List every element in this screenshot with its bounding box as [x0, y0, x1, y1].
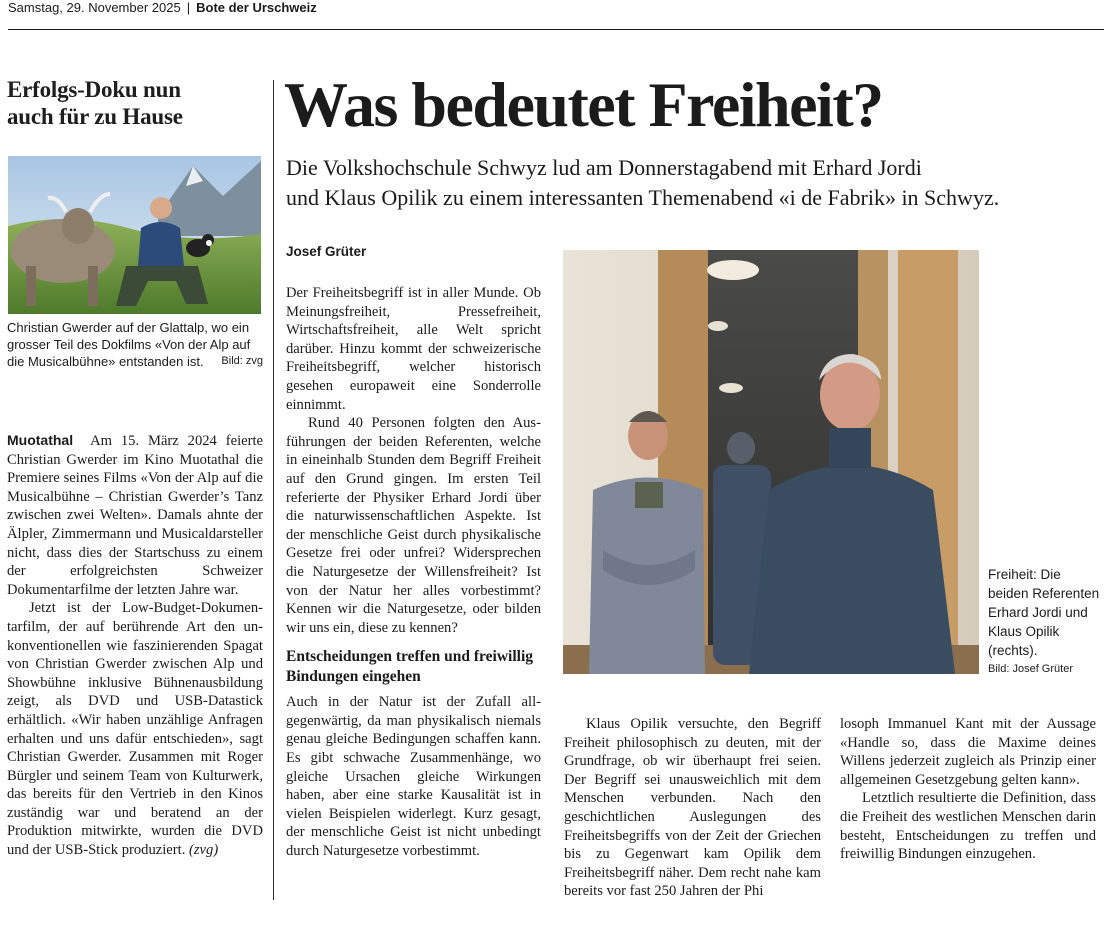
main-photo-credit: Bild: Josef Grüter	[988, 663, 1073, 675]
deck-line-1: Die Volkshochschule Schwyz lud am Donnerstagabend mit Erhard Jordi	[286, 155, 922, 180]
side-signoff: (zvg)	[189, 842, 219, 859]
article-paragraph: Rund 40 Personen folgten den Ausführungen der beiden Referenten, welche in eineinhalb Stunden dem Begriff Freiheit auf den Grund gingen. Im ersten Teil referierte der Physiker Erhard Jordi über die naturwissenschaftlichen Aspekte. Ist der menschliche Geist durch physikalische Gesetze frei oder unfrei? Widersprechen die Naturgesetze der Willensfreiheit? Ist von der Natur her alles vorbestimmt? Kennen wir die Naturgesetze, oder bilden wir uns ein, diese zu kennen?	[286, 415, 541, 636]
main-article-photo	[563, 250, 979, 674]
article-subheading: Entscheidungen treffen und freiwillig Bindungen eingehen	[286, 648, 534, 686]
speakers-photo-illustration	[563, 250, 979, 674]
side-photo-caption	[7, 319, 263, 370]
article-paragraph: Auch in der Natur ist der Zufall allgegenwärtig, da man physikalisch niemals genau gleiche Bedingungen schaffen kann. Es gibt schwache Zusammenhänge, wo gleiche Ursachen gleiche Wirkungen haben, aber eine starke Kausalität ist in vielen Beispielen widerlegt. Kurz gesagt, der menschliche Geist ist nicht unbedingt durch Naturgesetze vorbestimmt.	[286, 694, 541, 860]
byline: Josef Grüter	[286, 244, 367, 259]
side-photo-credit: Bild: zvg	[221, 355, 263, 367]
side-paragraph-1	[7, 431, 263, 599]
column-divider	[273, 80, 274, 900]
main-caption-text: Freiheit: Die beiden Referenten Erhard Jordi und Klaus Opilik (rechts).	[988, 567, 1100, 658]
side-paragraph-1-text: Am 15. März 2024 feierte Christian Gwerder im Kino Muotathal die Premiere seines Films «Von der Alp auf die Musicalbühne – Christian Gwerder’s Tanz zwischen zwei Welten». Damals ahnte der Älpler, Zimmermann und Musicaldarsteller nicht, dass dies der Startschuss zu einem der erfolgreichsten Schweizer Dokumentarfilme der letzten Jahre war.	[7, 433, 263, 598]
article-paragraph: Der Freiheitsbegriff ist in aller Munde. Ob Meinungsfreiheit, Pressefreiheit, Wirtschaftsfreiheit, alle Welt spricht darüber. Hinzu kommt der schweizerische Freiheitsbegriff, welcher historisch gesehen europaweit eine Sonderrolle einnimmt.	[286, 285, 541, 413]
deck-line-2: und Klaus Opilik zu einem interessanten Themenabend «i de Fabrik» in Schwyz.	[286, 185, 1000, 210]
header-rule	[8, 29, 1104, 30]
article-column-2	[564, 715, 821, 901]
page-header	[8, 0, 317, 20]
article-paragraph: losoph Immanuel Kant mit der Aussage «Handle so, dass die Maxime deines Willens jederzeit zugleich als Prinzip einer allgemeinen Gesetzgebung gelten kann».	[840, 716, 1096, 788]
main-headline: Was bedeutet Freiheit?	[284, 69, 883, 140]
side-article-photo	[8, 156, 261, 314]
main-deck	[286, 153, 1086, 213]
dateline: Muotathal	[7, 432, 74, 448]
issue-date: Samstag, 29. November 2025	[8, 0, 181, 15]
side-title-line-1: Erfolgs-Doku nun	[7, 77, 181, 102]
article-column-3	[840, 715, 1096, 864]
newspaper-name: Bote der Urschweiz	[196, 0, 317, 15]
alp-scene-illustration	[8, 156, 261, 314]
side-paragraph-2	[7, 599, 263, 859]
side-paragraph-2-text: Jetzt ist der Low-Budget-Dokumentarfilm, der auf berührende Art den unkonventionellen wie faszinierenden Spagat von Christian Gwerder zwischen Alp und Showbühne inklusive Bühnenausbildung zeigt, als DVD und USB-Datastick erhältlich. «Wir haben unzählige Anfragen erhalten und uns dafür entschieden», sagt Christian Gwerder. Zusammen mit Roger Bürgler und seinem Team von Kulturwerk, das bereits für den Vertrieb in den Kinos zuständig war und beratend an der Produktion mitwirkte, wurden die DVD und der USB-Stick produziert.	[7, 600, 263, 859]
article-paragraph: Letztlich resultierte die Definition, dass die Freiheit des westlichen Menschen darin besteht, Entscheidungen zu treffen und freiwillig Bindungen einzugehen.	[840, 790, 1096, 863]
side-caption-text: Christian Gwerder auf der Glattalp, wo ein grosser Teil des Dokfilms «Von der Alp auf die Musicalbühne» entstanden ist.	[7, 320, 251, 369]
article-paragraph: Klaus Opilik versuchte, den Begriff Freiheit philosophisch zu deuten, mit der Grundfrage, ob wir überhaupt frei seien. Der Begriff sei unausweichlich mit dem Menschen verbunden. Nach den geschichtlichen Auslegungen des Freiheitsbegriffs von der Zeit der Griechen bis zu Gegenwart kam Opilik dem Freiheitsbegriff näher. Dem recht nahe kam bereits vor fast 250 Jahren der Phi	[564, 716, 821, 900]
header-separator: |	[186, 0, 191, 15]
side-article-title	[7, 76, 267, 130]
article-column-1	[286, 284, 541, 861]
side-article-body	[7, 431, 263, 860]
main-photo-caption	[988, 565, 1100, 678]
side-title-line-2: auch für zu Hause	[7, 104, 183, 129]
